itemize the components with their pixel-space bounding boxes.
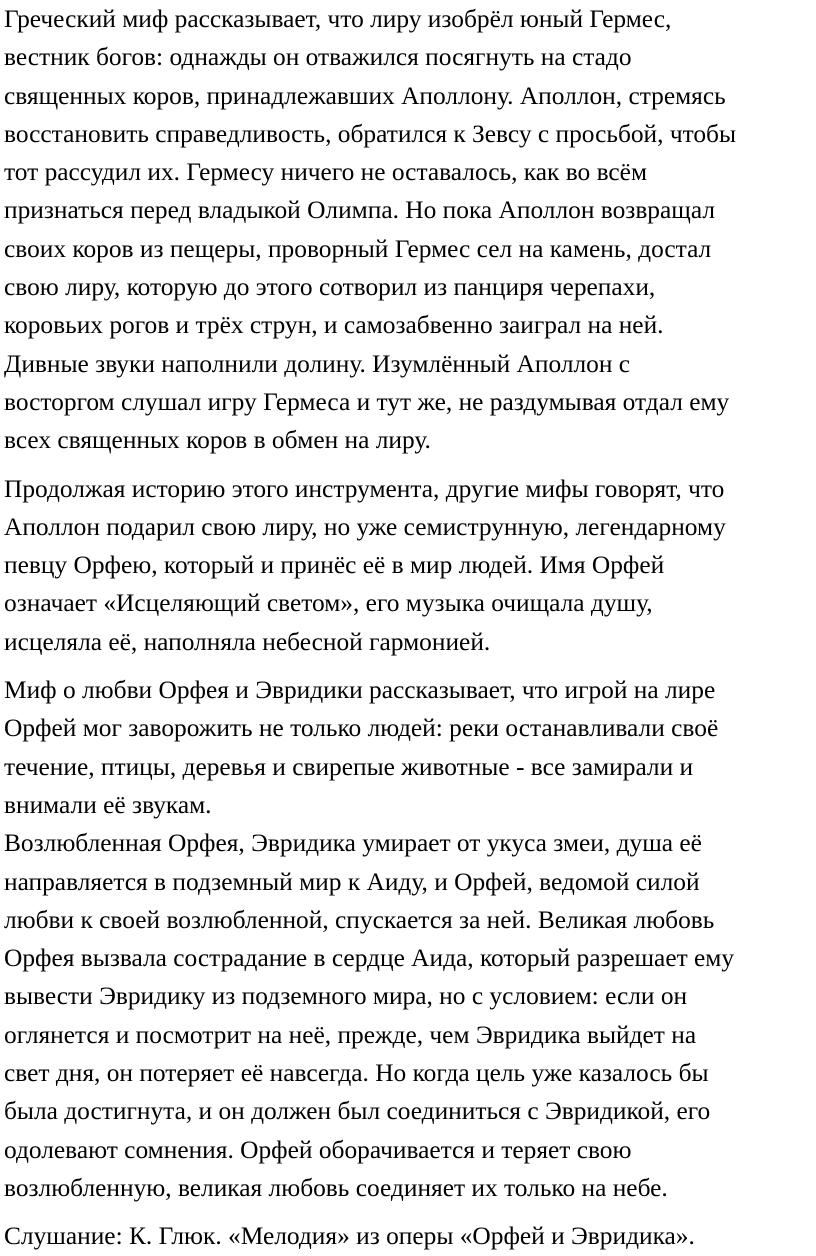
text-line: была достигнута, и он должен был соединиться с Эвридикой, его (4, 1097, 711, 1126)
text-line: вывести Эвридику из подземного мира, но с условием: если он (4, 982, 688, 1011)
paragraph-spacer (4, 661, 810, 671)
text-line: внимали её звукам. (4, 790, 212, 819)
text-line: Аполлон подарил свою лиру, но уже семиструнную, легендарному (4, 512, 726, 541)
text-line: Орфей мог заворожить не только людей: реки останавливали своё (4, 714, 719, 743)
text-line: священных коров, принадлежавших Аполлону. Аполлон, стремясь (4, 81, 726, 110)
text-line: возлюбленную, великая любовь соединяет их только на небе. (4, 1173, 668, 1202)
document-page (4, 0, 810, 1256)
text-line: направляется в подземный мир к Аиду, и Орфей, ведомой силой (4, 867, 700, 896)
text-line: певцу Орфею, который и принёс её в мир людей. Имя Орфей (4, 551, 665, 580)
text-line: всех священных коров в обмен на лиру. (4, 426, 431, 455)
text-line: Греческий миф рассказывает, что лиру изобрёл юный Гермес, (4, 5, 672, 33)
paragraph-hermes-lyre (4, 0, 810, 460)
text-line: восстановить справедливость, обратился к Зевсу с просьбой, чтобы (4, 119, 737, 148)
paragraph-spacer (4, 1207, 810, 1217)
text-line: любви к своей возлюбленной, спускается за ней. Великая любовь (4, 905, 715, 934)
paragraph-orpheus-eurydice (4, 671, 810, 1207)
text-line: свою лиру, которую до этого сотворил из панциря черепахи, (4, 273, 656, 302)
text-line: Продолжая историю этого инструмента, другие мифы говорят, что (4, 474, 725, 503)
paragraph-orpheus-lyre (4, 470, 810, 661)
text-line: своих коров из пещеры, проворный Гермес сел на камень, достал (4, 234, 712, 263)
text-line: оглянется и посмотрит на неё, прежде, чем Эвридика выйдет на (4, 1020, 697, 1049)
paragraph-listening (4, 1217, 810, 1255)
text-line: восторгом слушал игру Гермеса и тут же, не раздумывая отдал ему (4, 387, 730, 416)
text-line: Орфея вызвала сострадание в сердце Аида, который разрешает ему (4, 944, 735, 973)
text-line: Возлюбленная Орфея, Эвридика умирает от укуса змеи, душа её (4, 829, 702, 858)
text-line: свет дня, он потеряет её навсегда. Но когда цель уже казалось бы (4, 1059, 709, 1088)
text-line: Миф о любви Орфея и Эвридики рассказывает, что игрой на лире (4, 676, 716, 705)
text-line: Дивные звуки наполнили долину. Изумлённый Аполлон с (4, 349, 631, 378)
text-line: Слушание: К. Глюк. «Мелодия» из оперы «Орфей и Эвридика». (4, 1222, 695, 1251)
text-line: означает «Исцеляющий светом», его музыка очищала душу, (4, 589, 653, 618)
text-line: течение, птицы, деревья и свирепые животные - все замирали и (4, 752, 694, 781)
text-line: коровьих рогов и трёх струн, и самозабвенно заиграл на ней. (4, 311, 664, 340)
text-line: одолевают сомнения. Орфей оборачивается и теряет свою (4, 1135, 632, 1164)
text-line: тот рассудил их. Гермесу ничего не оставалось, как во всём (4, 158, 648, 187)
text-line: исцеляла её, наполняла небесной гармонией. (4, 627, 491, 656)
paragraph-spacer (4, 460, 810, 470)
text-line: вестник богов: однажды он отважился посягнуть на стадо (4, 43, 632, 72)
text-line: признаться перед владыкой Олимпа. Но пока Аполлон возвращал (4, 196, 715, 225)
